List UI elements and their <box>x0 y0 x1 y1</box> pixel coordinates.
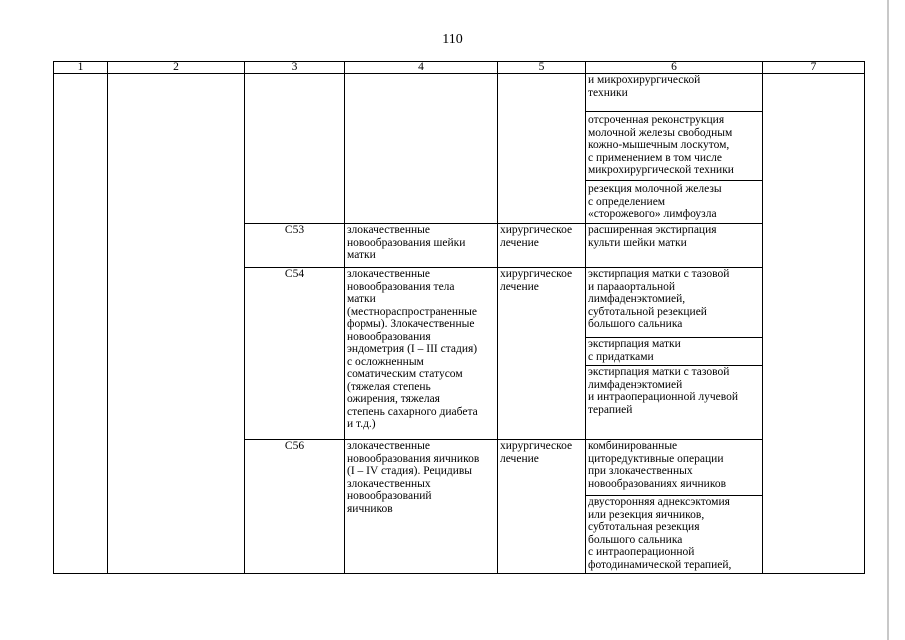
code-cell: C54 <box>245 268 345 440</box>
diagnosis-cell <box>345 74 498 224</box>
code-cell: C56 <box>245 440 345 574</box>
treatment-cell <box>498 74 586 224</box>
column-number-row <box>54 62 865 74</box>
method-cell: экстирпация матки с придатками <box>586 338 763 366</box>
page-number: 110 <box>442 32 463 47</box>
method-cell: экстирпация матки с тазовой и парааортальной лимфаденэктомией, субтотальной резекцией большого сальника <box>586 268 763 338</box>
diagnosis-cell: злокачественные новообразования шейки матки <box>345 224 498 268</box>
treatment-cell: хирургическое лечение <box>498 224 586 268</box>
table-row <box>54 74 865 112</box>
column-number: 4 <box>345 62 498 74</box>
treatment-cell: хирургическое лечение <box>498 268 586 440</box>
diagnosis-cell: злокачественные новообразования яичников (I – IV стадия). Рецидивы злокачественных новообразований яичников <box>345 440 498 574</box>
column-number: 6 <box>586 62 763 74</box>
treatment-cell: хирургическое лечение <box>498 440 586 574</box>
cell-col7 <box>763 74 865 574</box>
method-cell: двусторонняя аднексэктомия или резекция яичников, субтотальная резекция большого сальника с интраоперационной фотодинамической терапией, <box>586 496 763 574</box>
method-cell: и микрохирургической техники <box>586 74 763 112</box>
column-number: 3 <box>245 62 345 74</box>
method-cell: комбинированные циторедуктивные операции при злокачественных новообразованиях яичников <box>586 440 763 496</box>
code-cell <box>245 74 345 224</box>
cell-col2 <box>108 74 245 574</box>
page-edge-line <box>887 0 889 640</box>
method-cell: расширенная экстирпация культи шейки матки <box>586 224 763 268</box>
column-number: 1 <box>54 62 108 74</box>
column-number: 2 <box>108 62 245 74</box>
treatment-table <box>53 61 865 574</box>
code-cell: C53 <box>245 224 345 268</box>
method-cell: резекция молочной железы с определением «сторожевого» лимфоузла <box>586 181 763 224</box>
diagnosis-cell: злокачественные новообразования тела матки (местнораспространенные формы). Злокачественные новообразования эндометрия (I – III стадия) с осложненным соматическим статусом (тяжелая степень ожирения, тяжелая степень сахарного диабета и т.д.) <box>345 268 498 440</box>
cell-col1 <box>54 74 108 574</box>
column-number: 7 <box>763 62 865 74</box>
method-cell: экстирпация матки с тазовой лимфаденэктомией и интраоперационной лучевой терапией <box>586 366 763 440</box>
method-cell: отсроченная реконструкция молочной железы свободным кожно-мышечным лоскутом, с применением в том числе микрохирургической техники <box>586 112 763 181</box>
column-number: 5 <box>498 62 586 74</box>
